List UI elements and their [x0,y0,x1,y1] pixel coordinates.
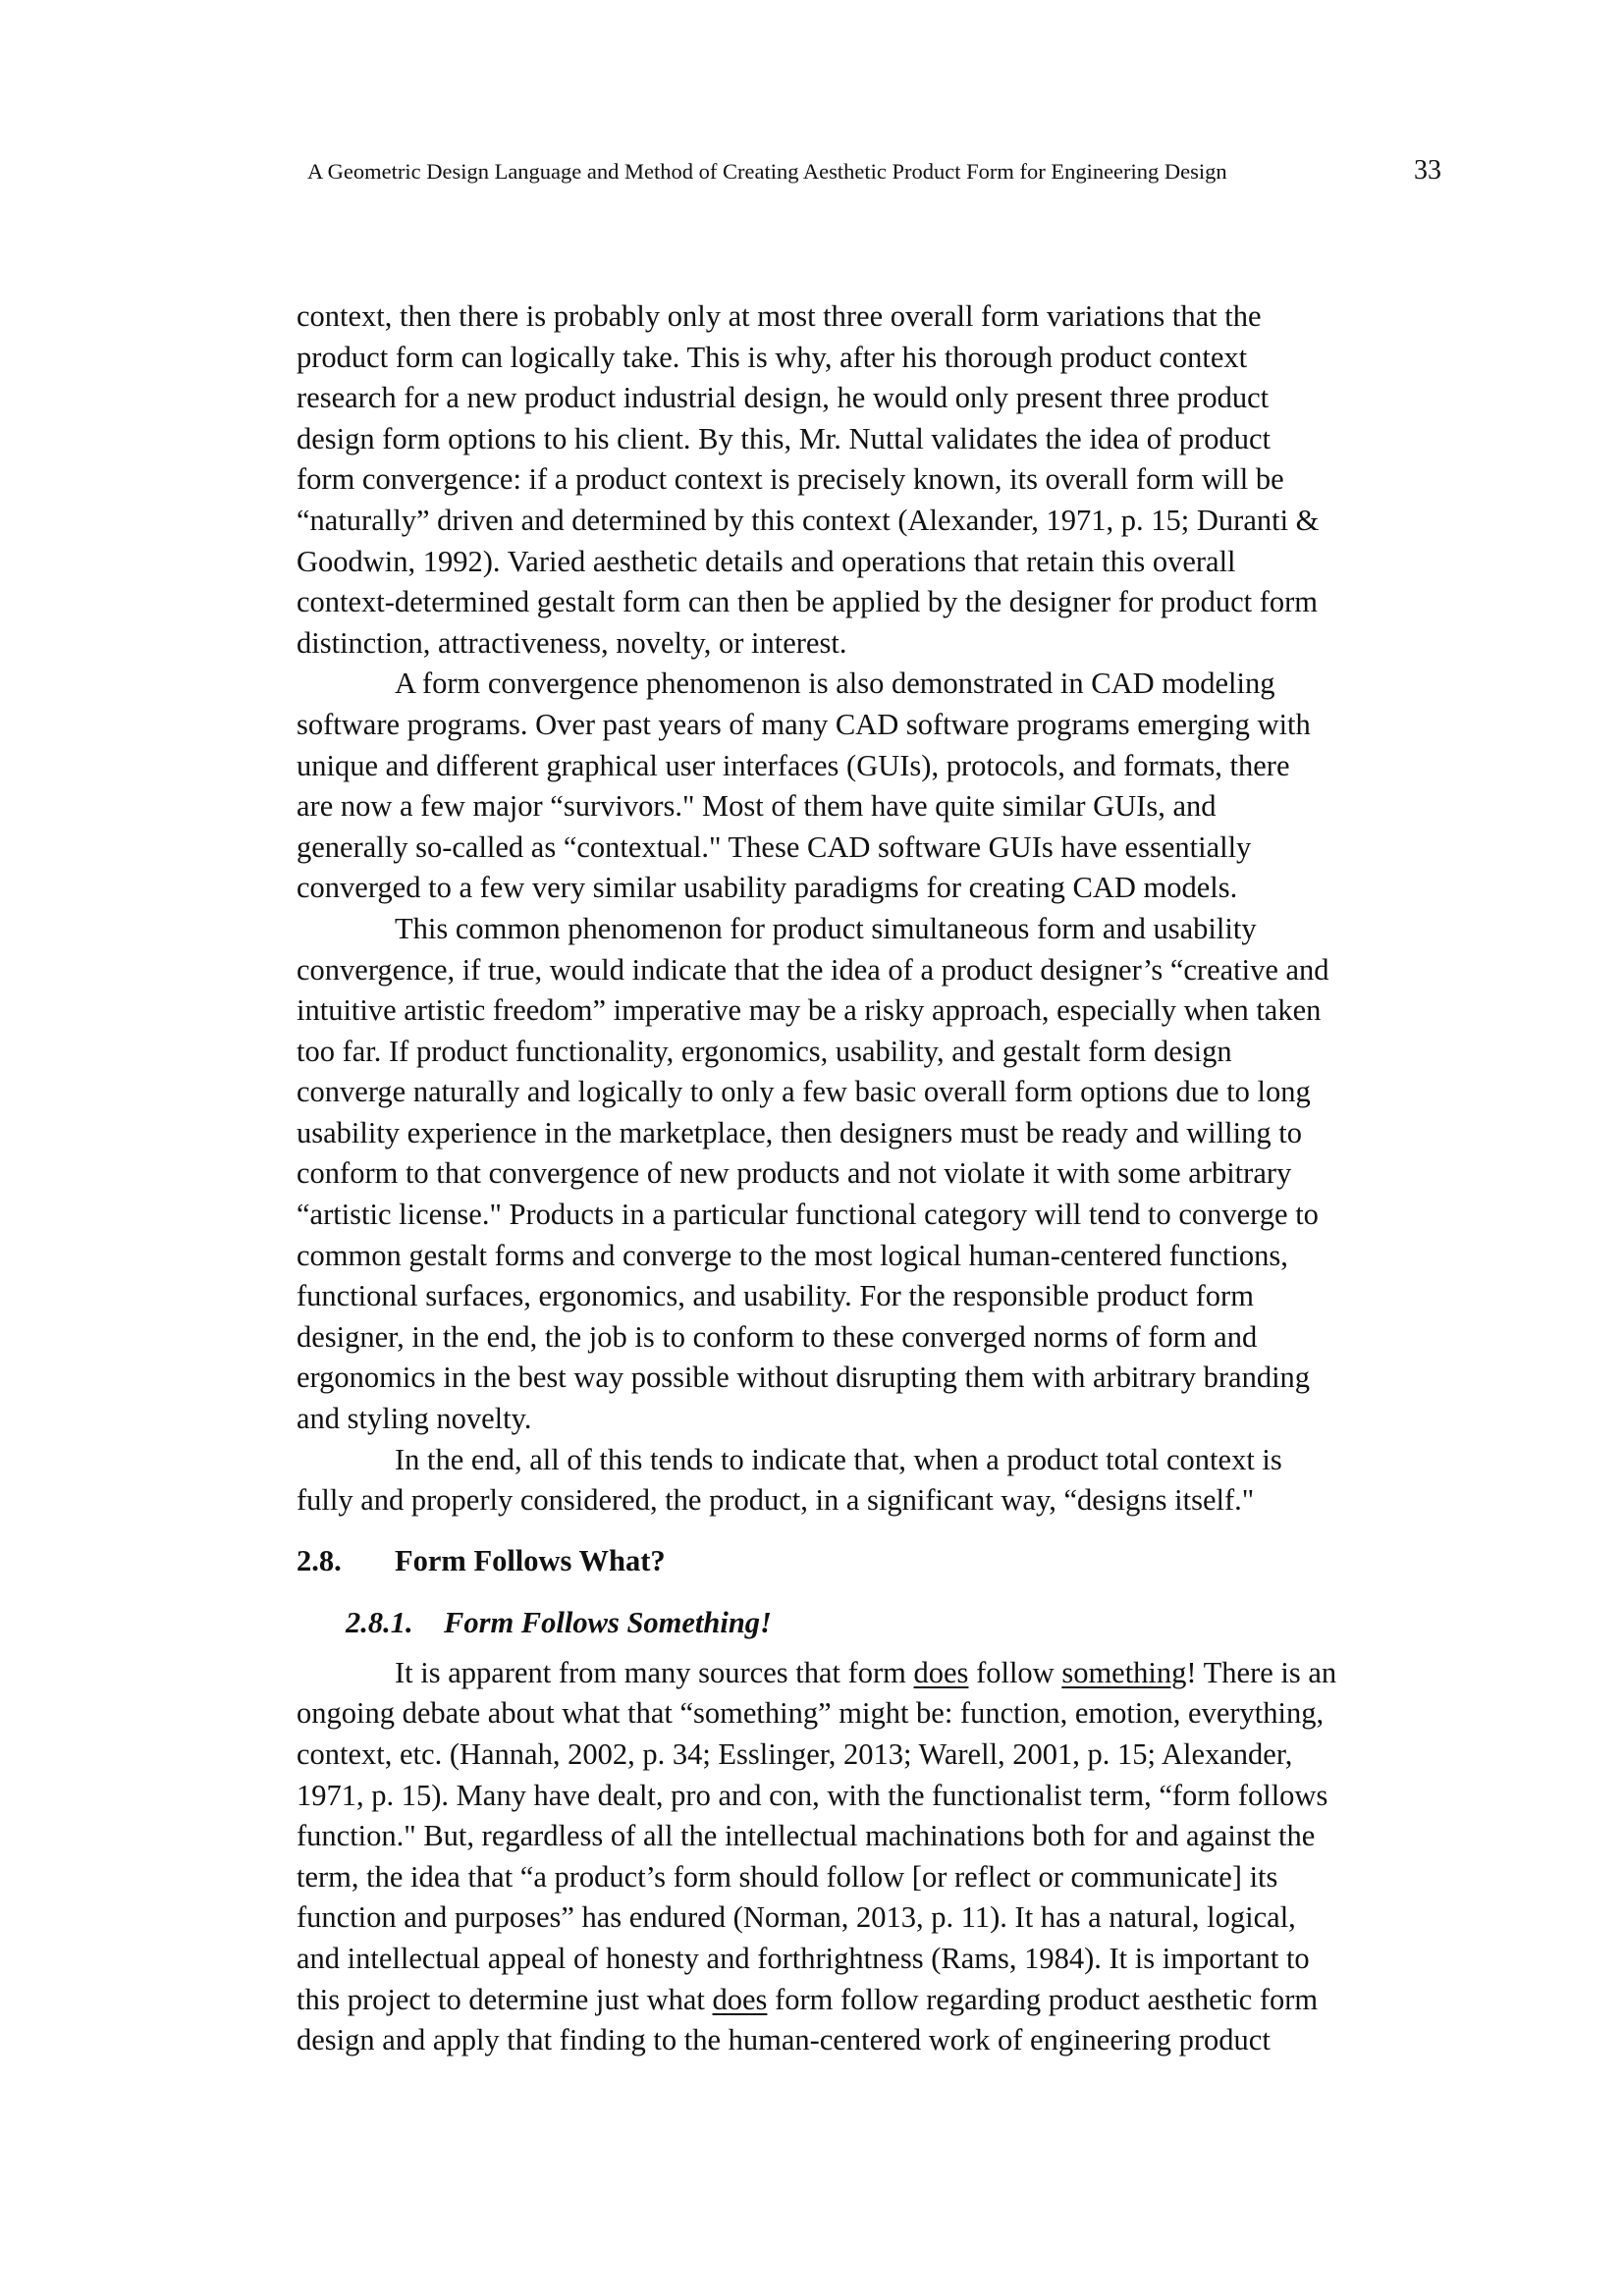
text-line: functional surfaces, ergonomics, and usability. For the responsible product form [297,1279,1254,1313]
paragraph [297,909,1336,1440]
section-heading [297,1529,1336,1592]
text-line: “naturally” driven and determined by this context (Alexander, 1971, p. 15; Duranti & [297,503,1320,537]
text-line: A form convergence phenomenon is also demonstrated in CAD modeling [395,667,1275,701]
heading-title: Form Follows What? [395,1543,666,1577]
text-line: context, then there is probably only at most three overall form variations that the [297,299,1262,333]
paragraph [297,1440,1336,1522]
text-line: design form options to his client. By this, Mr. Nuttal validates the idea of product [297,421,1271,455]
text-line: generally so-called as “contextual." These CAD software GUIs have essentially [297,829,1252,864]
text-line: and intellectual appeal of honesty and forthrightness (Rams, 1984). It is important to [297,1941,1310,1975]
text-line: context-determined gestalt form can then be applied by the designer for product form [297,585,1319,619]
text-line: distinction, attractiveness, novelty, or interest. [297,625,847,660]
text-line: function and purposes” has endured (Norman, 2013, p. 11). It has a natural, logical, [297,1900,1296,1935]
subsection-heading [297,1592,1336,1653]
text-segment: form follow regarding product aesthetic form [767,1982,1319,2016]
paragraph [297,296,1336,664]
text-segment: It is apparent from many sources that form [395,1655,914,1689]
text-line: 1971, p. 15). Many have dealt, pro and con, with the functionalist term, “form follows [297,1778,1328,1812]
text-line: too far. If product functionality, ergonomics, usability, and gestalt form design [297,1034,1232,1068]
text-line: “artistic license." Products in a particular functional category will tend to converge to [297,1198,1319,1232]
page-number: 33 [1414,155,1441,186]
text-line: design and apply that finding to the human-centered work of engineering product [297,2023,1271,2057]
text-line: are now a few major “survivors." Most of them have quite similar GUIs, and [297,789,1217,824]
text-line [297,1980,1336,2021]
text-line: usability experience in the marketplace, then designers must be ready and willing to [297,1115,1302,1149]
text-line: converged to a few very similar usability paradigms for creating CAD models. [297,871,1238,905]
text-line: conform to that convergence of new products and not violate it with some arbitrary [297,1156,1292,1191]
text-line: This common phenomenon for product simultaneous form and usability [395,911,1257,945]
text-line: unique and different graphical user interfaces (GUIs), protocols, and formats, there [297,748,1290,782]
paragraph [297,664,1336,909]
text-segment: this project to determine just what [297,1982,713,2016]
heading-number: 2.8.1. [346,1605,413,1639]
text-line [297,1653,1336,1694]
text-line: ergonomics in the best way possible without disrupting them with arbitrary branding [297,1361,1311,1395]
text-line: converge naturally and logically to only a few basic overall form options due to long [297,1075,1311,1109]
underlined-text: does [712,1982,768,2016]
underlined-text: something [1061,1655,1187,1689]
text-line: common gestalt forms and converge to the most logical human-centered functions, [297,1238,1288,1272]
text-segment: ! There is an [1186,1655,1337,1689]
text-line: research for a new product industrial design, he would only present three product [297,381,1270,415]
text-line: form convergence: if a product context is precisely known, its overall form will be [297,462,1284,497]
text-line: designer, in the end, the job is to conform to these converged norms of form and [297,1319,1258,1354]
text-line: function." But, regardless of all the intellectual machinations both for and against the [297,1819,1316,1853]
text-line: Goodwin, 1992). Varied aesthetic details and operations that retain this overall [297,544,1236,578]
document-body [297,296,1336,2061]
text-line: In the end, all of this tends to indicate that, when a product total context is [395,1442,1282,1476]
text-line: context, etc. (Hannah, 2002, p. 34; Esslinger, 2013; Warell, 2001, p. 15; Alexander, [297,1737,1293,1771]
text-line: fully and properly considered, the product, in a significant way, “designs itself." [297,1483,1255,1518]
heading-title: Form Follows Something! [444,1605,772,1639]
text-line: and styling novelty. [297,1402,532,1436]
paragraph [297,1653,1336,2061]
text-line: product form can logically take. This is why, after his thorough product context [297,340,1248,374]
heading-number: 2.8. [297,1543,342,1577]
text-line: convergence, if true, would indicate that the idea of a product designer’s “creative and [297,952,1329,987]
text-segment: follow [968,1655,1062,1689]
running-header: A Geometric Design Language and Method of Creating Aesthetic Product Form for Engineering Design [307,159,1227,184]
text-line: intuitive artistic freedom” imperative may be a risky approach, especially when taken [297,993,1322,1028]
text-line: software programs. Over past years of many CAD software programs emerging with [297,707,1311,741]
text-line: term, the idea that “a product’s form should follow [or reflect or communicate] its [297,1859,1278,1894]
text-line: ongoing debate about what that “something” might be: function, emotion, everything, [297,1696,1325,1731]
underlined-text: does [913,1655,969,1689]
